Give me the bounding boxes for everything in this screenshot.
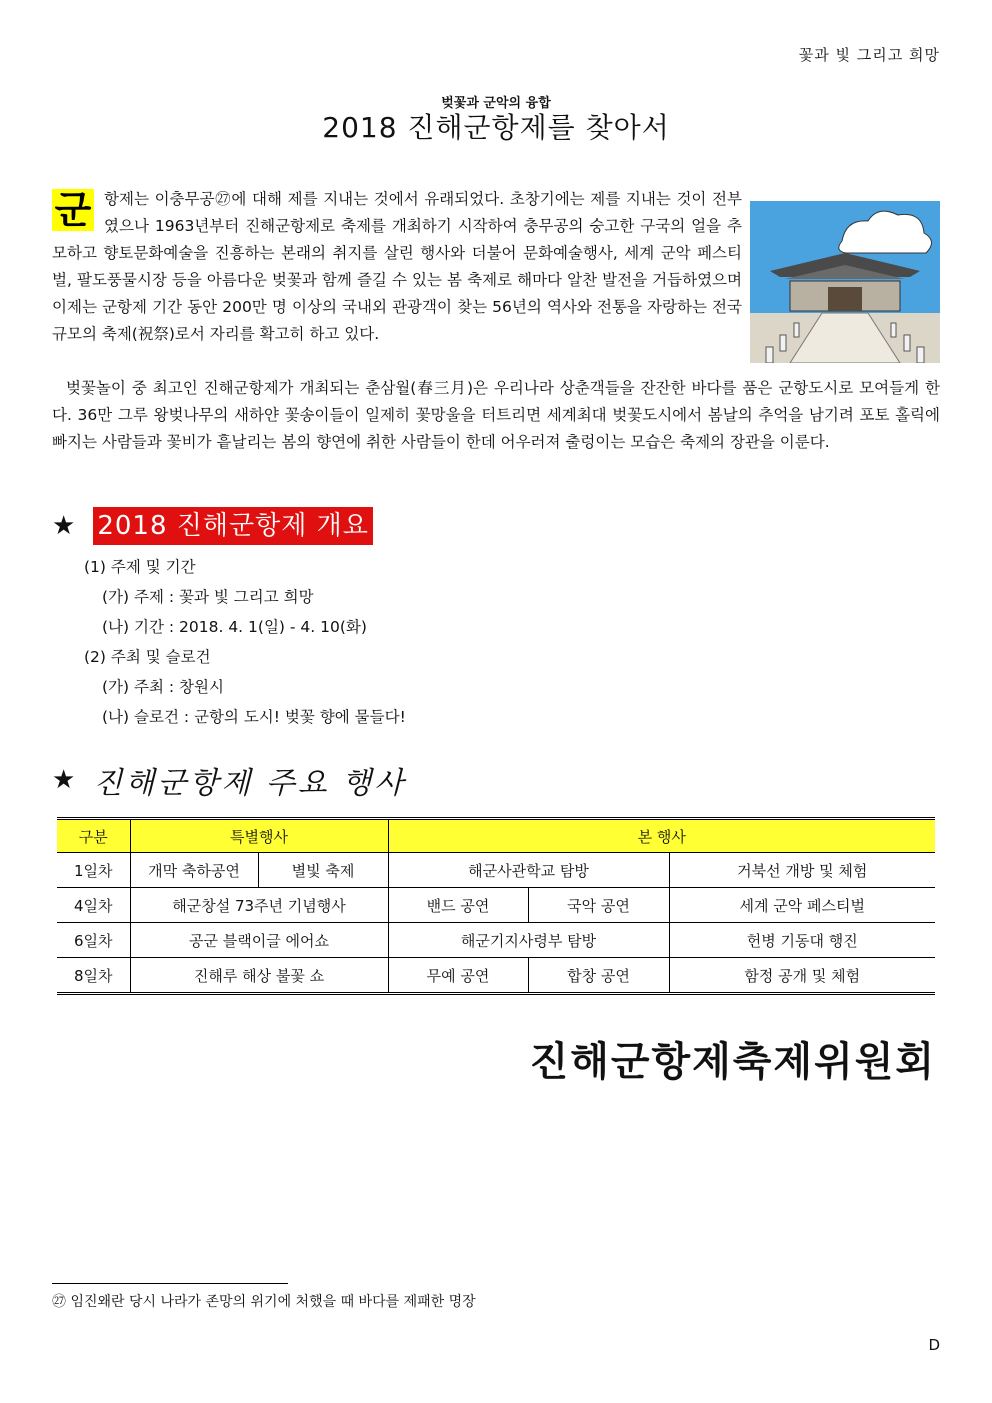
- intro-text: 항제는 이충무공㉗에 대해 제를 지내는 것에서 유래되었다. 초창기에는 제를 지내는 것이 전부였으나 1963년부터 진해군항제로 축제를 개최하기 시작하여 충무공의 숭고한 구국의 얼을 추모하고 향토문화예술을 진흥하는 본래의 취지를 살린 행사와 더불어 문화예술행사, 세계 군악 페스티벌, 팔도풍물시장 등을 아름다운 벚꽃과 함께 즐길 수 있는 봄 축제로 해마다 알찬 발전을 거듭하였으며 이제는 군항제 기간 동안 200만 명 이상의 국내외 관광객이 찾는 56년의 역사와 전통을 자랑하는 전국 규모의 축제(祝祭)로서 자리를 확고히 하고 있다.: [52, 190, 742, 343]
- table-row: [57, 888, 935, 923]
- table-cell: 별빛 축제: [258, 853, 388, 888]
- table-cell: 거북선 개방 및 체험: [669, 853, 935, 888]
- overview-title: 2018 진해군항제 개요: [93, 507, 373, 545]
- table-cell: 공군 블랙이글 에어쇼: [130, 923, 388, 958]
- table-cell: 밴드 공연: [388, 888, 528, 923]
- table-cell: 무예 공연: [388, 958, 528, 994]
- header-cell: 본 행사: [388, 819, 935, 853]
- committee-signature: 진해군항제축제위원회: [529, 1038, 936, 1085]
- table-row: [57, 853, 935, 888]
- overview-list: [84, 552, 406, 732]
- table-cell: 해군기지사령부 탐방: [388, 923, 669, 958]
- footnote: ㉗ 임진왜란 당시 나라가 존망의 위기에 처했을 때 바다를 제패한 명장: [52, 1294, 476, 1310]
- intro-paragraph: [52, 186, 742, 348]
- palace-gate-illustration: [750, 201, 940, 363]
- table-cell: 해군창설 73주년 기념행사: [130, 888, 388, 923]
- page-mark: D: [928, 1336, 940, 1354]
- events-table: [57, 817, 935, 995]
- events-heading: [52, 758, 406, 802]
- document-subtitle: 벚꽃과 군악의 융합: [441, 96, 551, 111]
- day-cell: 6일차: [57, 923, 130, 958]
- overview-heading: [52, 506, 373, 546]
- day-cell: 8일차: [57, 958, 130, 994]
- events-title: 진해군항제 주요 행사: [93, 766, 407, 801]
- list-item: (1) 주제 및 기간: [84, 558, 196, 576]
- table-cell: 해군사관학교 탐방: [388, 853, 669, 888]
- festival-description: 벚꽃놀이 중 최고인 진해군항제가 개최되는 춘삼월(春三月)은 우리나라 상춘객들을 잔잔한 바다를 품은 군항도시로 모여들게 한다. 36만 그루 왕벚나무의 새하얀 꽃송이들이 일제히 꽃망울을 터트리면 세계최대 벚꽃도시에서 봄날의 추억을 남기려 포토 홀릭에 빠지는 사람들과 꽃비가 흩날리는 봄의 향연에 취한 사람들이 한데 어우러져 출렁이는 모습은 축제의 장관을 이룬다.: [52, 379, 940, 451]
- list-item: (나) 슬로건 : 군항의 도시! 벚꽃 향에 물들다!: [102, 708, 406, 726]
- list-item: (가) 주최 : 창원시: [102, 678, 224, 696]
- list-item: (2) 주최 및 슬로건: [84, 648, 211, 666]
- table-row: [57, 958, 935, 994]
- table-row: [57, 923, 935, 958]
- header-cell: 구분: [57, 819, 130, 853]
- day-cell: 1일차: [57, 853, 130, 888]
- table-cell: 개막 축하공연: [130, 853, 258, 888]
- list-item: (나) 기간 : 2018. 4. 1(일) - 4. 10(화): [102, 618, 367, 636]
- table-cell: 헌병 기동대 행진: [669, 923, 935, 958]
- table-cell: 합창 공연: [528, 958, 669, 994]
- table-header-row: [57, 819, 935, 853]
- table-cell: 진해루 해상 불꽃 쇼: [130, 958, 388, 994]
- table-cell: 함정 공개 및 체험: [669, 958, 935, 994]
- star-icon: ★: [52, 511, 76, 541]
- running-title: 꽃과 빛 그리고 희망: [798, 46, 940, 64]
- day-cell: 4일차: [57, 888, 130, 923]
- star-icon: ★: [52, 765, 76, 795]
- header-cell: 특별행사: [130, 819, 388, 853]
- footnote-divider: [52, 1283, 288, 1284]
- table-cell: 국악 공연: [528, 888, 669, 923]
- document-title: 2018 진해군항제를 찾아서: [322, 111, 670, 144]
- table-cell: 세계 군악 페스티벌: [669, 888, 935, 923]
- drop-cap: 군: [52, 189, 94, 231]
- list-item: (가) 주제 : 꽃과 빛 그리고 희망: [102, 588, 314, 606]
